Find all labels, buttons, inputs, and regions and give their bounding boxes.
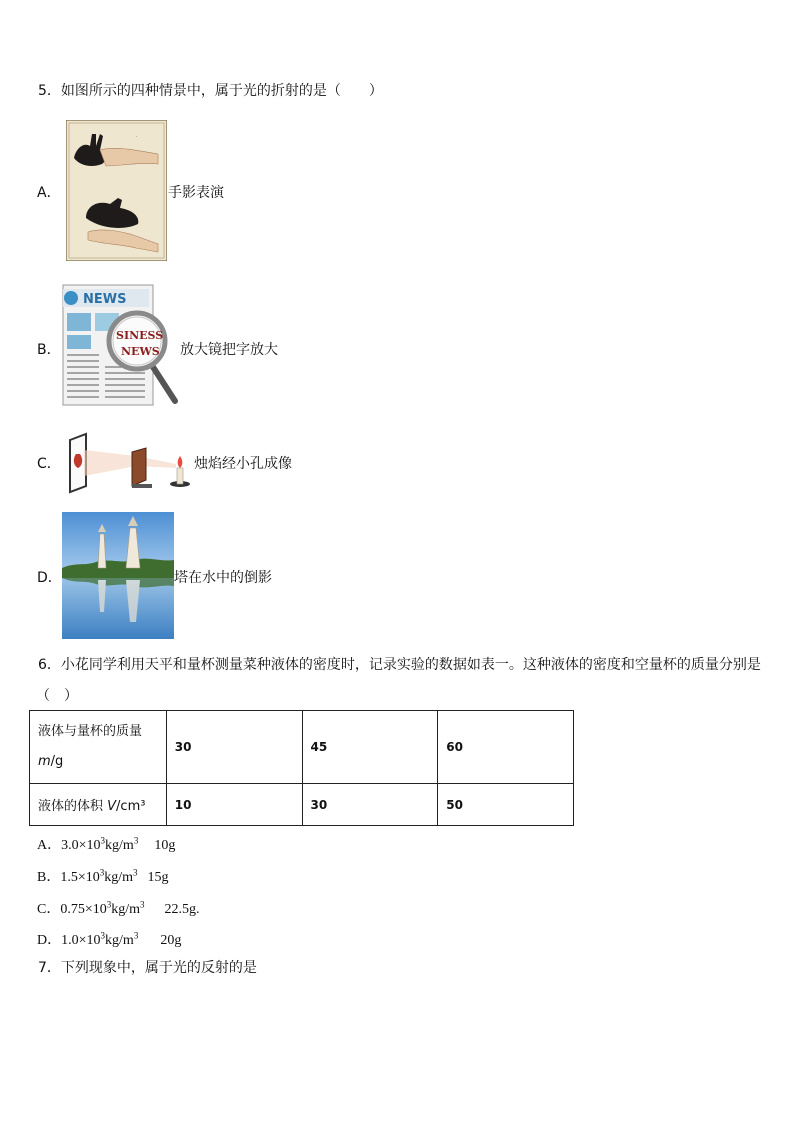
volume-unit: /cm³ (116, 799, 146, 814)
row1-label-line1: 液体与量杯的质量 (38, 724, 143, 739)
answer-unit: kg/m (105, 838, 134, 853)
answer-mass: 22.5g. (164, 902, 200, 917)
question-6-stem-line2: （ ） (36, 688, 78, 704)
question-5-stem: 5．如图所示的四种情景中，属于光的折射的是（ ） (38, 83, 383, 99)
answer-mass: 10g (154, 838, 176, 853)
table-cell: 45 (302, 711, 438, 784)
answer-coef: 3.0×10 (61, 838, 101, 853)
pinhole-camera-picture (66, 430, 193, 494)
answer-letter: B． (37, 870, 61, 885)
answer-unit: kg/m (105, 933, 134, 948)
table-cell: 30 (302, 784, 438, 826)
answer-exp: 3 (100, 835, 106, 846)
answer-mass: 20g (160, 933, 182, 948)
lens-text-2: NEWS (121, 345, 160, 358)
option-b-caption: 放大镜把字放大 (180, 342, 278, 358)
option-c-caption: 烛焰经小孔成像 (194, 456, 292, 472)
answer-unit-exp: 3 (133, 930, 139, 941)
answer-mass: 15g (147, 870, 169, 885)
table-cell: 50 (438, 784, 574, 826)
answer-coef: 1.5×10 (60, 870, 100, 885)
answer-unit: kg/m (111, 902, 141, 917)
answer-letter: D． (37, 933, 62, 948)
answer-letter: A． (37, 838, 62, 853)
table-cell: 10 (166, 784, 302, 826)
answer-coef: 0.75×10 (60, 902, 107, 917)
magnifier-newspaper-picture (61, 279, 180, 411)
data-table (29, 710, 574, 826)
answer-unit-exp: 3 (140, 899, 145, 910)
table-row (30, 711, 574, 784)
news-heading-text: NEWS (83, 292, 127, 307)
answer-unit-exp: 3 (133, 867, 138, 878)
answer-exp: 3 (106, 899, 112, 910)
table-cell: 30 (166, 711, 302, 784)
question-7-stem: 7．下列现象中，属于光的反射的是 (38, 960, 257, 976)
answer-unit: kg/m (104, 870, 134, 885)
answer-c (37, 898, 200, 918)
volume-symbol: V (107, 799, 117, 814)
option-d-caption: 塔在水中的倒影 (174, 570, 272, 586)
table-row (30, 784, 574, 826)
svg-text:·: · (136, 134, 138, 140)
mass-symbol: m (38, 754, 51, 769)
answer-exp: 3 (100, 930, 106, 941)
mass-unit: /g (50, 754, 64, 769)
option-a-letter: A． (37, 185, 61, 201)
answer-coef: 1.0×10 (61, 933, 101, 948)
question-6-stem-line1: 6．小花同学利用天平和量杯测量菜种液体的密度时，记录实验的数据如表一。这种液体的密度和空量杯的质量分别是 (38, 657, 761, 673)
option-d-letter: D． (37, 570, 62, 586)
lens-text-1: SINESS (116, 329, 164, 342)
answer-letter: C． (37, 902, 61, 917)
pagoda-reflection-picture (62, 512, 174, 639)
answer-d (37, 929, 181, 949)
answer-exp: 3 (99, 867, 105, 878)
option-b-letter: B． (37, 342, 61, 358)
answer-a (37, 834, 175, 854)
table-cell: 60 (438, 711, 574, 784)
row1-label (30, 711, 167, 784)
answer-b (37, 866, 169, 886)
option-a-caption: 手影表演 (168, 185, 224, 201)
answer-unit-exp: 3 (133, 835, 139, 846)
row2-label-text: 液体的体积 (38, 799, 108, 814)
row2-label (30, 784, 167, 826)
option-c-letter: C． (37, 456, 61, 472)
hand-shadow-picture (66, 120, 167, 261)
